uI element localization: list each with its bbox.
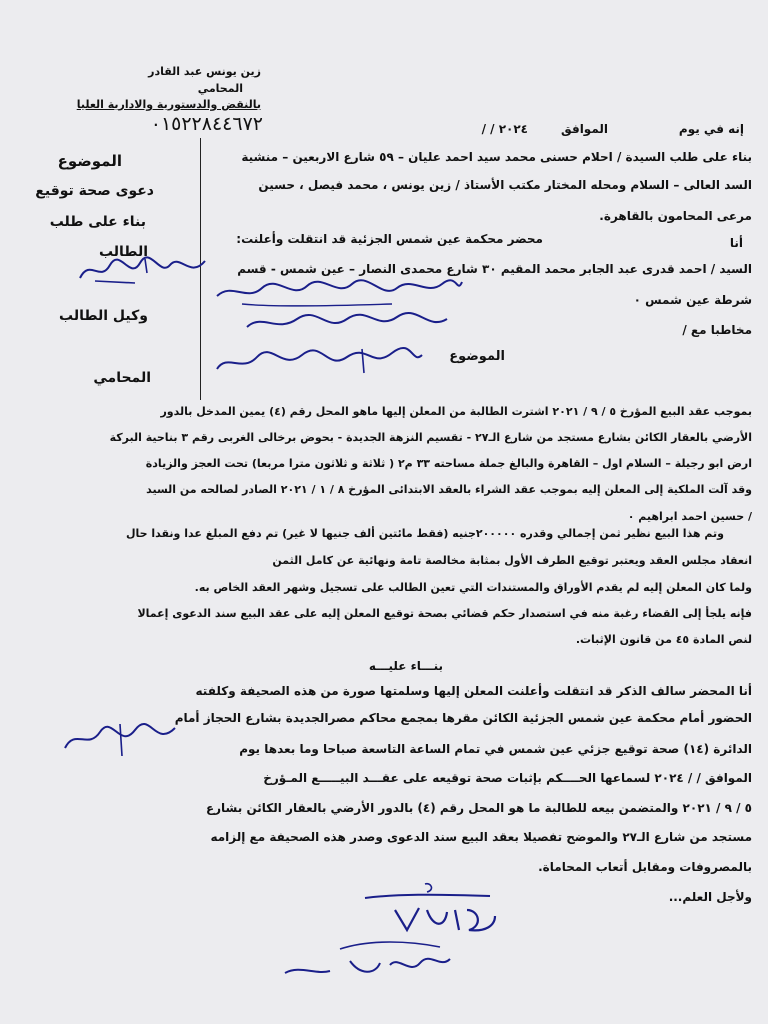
request-line4: الموافق / / ٢٠٢٤ لسماعها الحــــكم بإثبات صحة توقيعه على عقـــد البيـــــع المـؤرخ: [263, 771, 752, 785]
handwritten-note-line2: [242, 307, 452, 341]
request-line5: ٥ / ٩ / ٢٠٢١ والمتضمن بيعه للطالبة ما هو المحل رقم (٤) بالدور الأرضي بالعقار الكائن بشارع: [205, 801, 752, 815]
para4-line2: لنص المادة ٤٥ من قانون الإثبات.: [575, 633, 752, 646]
date-prefix: إنه في يوم: [678, 122, 744, 136]
header-line6: شرطة عين شمس ٠: [633, 293, 752, 307]
sidebar-agent-label: وكيل الطالب: [59, 308, 148, 324]
para2-line1: وتم هذا البيع نظير ثمن إجمالي وقدره ٢٠٠٠٠٠جنيه (فقط مائتين ألف جنيها لا غير) تم دفع المبلغ عدا ونقدا حال: [125, 527, 724, 540]
date-value: / / ٢٠٢٤: [481, 122, 528, 136]
header-subject-label: الموضوع: [449, 349, 505, 364]
header-line4-prefix: أنا: [729, 236, 743, 250]
para2-line2: انعقاد مجلس العقد ويعتبر توقيع الطرف الأول بمثابة مخالصة تامة ونهائية عن كامل الثمن: [272, 554, 752, 567]
request-line8: ولأجل العلم...: [668, 890, 752, 904]
handwritten-note-line1: [212, 274, 467, 310]
request-line1: أنا المحضر سالف الذكر قد انتقلت وأعلنت المعلن إليها وسلمتها صورة من هذه الصحيفة وكلفته: [195, 684, 752, 698]
sidebar-subject-line2: بناء على طلب: [49, 214, 146, 230]
header-line3: مرعى المحامون بالقاهرة.: [599, 209, 752, 223]
sidebar-subject-line1: دعوى صحة توقيع: [35, 183, 154, 199]
lawyer-court: بالنقض والدستورية والادارية العليا: [76, 98, 261, 111]
request-line7: بالمصروفات ومقابل أتعاب المحاماة.: [538, 860, 752, 874]
header-line1: بناء على طلب السيدة / احلام حسنى محمد سيد احمد عليان – ٥٩ شارع الاربعين – منشية: [241, 150, 752, 164]
sidebar-lawyer-label: المحامي: [93, 370, 151, 386]
petitioner-signature: [75, 253, 210, 288]
para1-line2: الأرضي بالعقار الكائن بشارع مستجد من شارع الـ٢٧ - تقسيم النزهة الجديدة - بحوض برخالى الغربى رقم ٣ بناحية البركة: [109, 431, 752, 444]
header-line2: السد العالى – السلام ومحله المختار مكتب الأستاذ / زين يونس ، محمد فيصل ، حسين: [258, 178, 752, 192]
header-line5: السيد / احمد قدرى عبد الجابر محمد المقيم ٣٠ شارع محمدى النصار – عين شمس - قسم: [237, 262, 752, 276]
handwritten-day: [60, 720, 180, 760]
lawyer-name: زين يونس عبد القادر: [148, 65, 261, 78]
request-line2: الحضور أمام محكمة عين شمس الجزئية الكائن مقرها بمجمع محاكم مصرالجديدة بشارع الحجاز أمام: [174, 711, 752, 725]
para1-line5: / حسين احمد ابراهيم ٠: [627, 510, 752, 523]
request-line6: مستجد من شارع الـ٢٧ والموضح تفصيلا بعقد البيع سند الدعوى وصدر هذه الصحيفة مع إلزامه: [210, 830, 752, 844]
header-line7: مخاطبا مع /: [682, 323, 752, 337]
para4-line1: فإنه يلجأ إلى القضاء رغبة منه في استصدار حكم قضائي بصحة توقيع المعلن إليه على عقد البيع سند الدعوى إعمالا: [137, 607, 752, 620]
handwritten-fee-number: [355, 880, 505, 940]
lawyer-phone: ٠١٥٢٢٨٤٤٦٧٢: [150, 113, 263, 135]
date-label: الموافق: [561, 122, 608, 136]
para3-line1: ولما كان المعلن إليه لم يقدم الأوراق والمستندات التي تعين الطالب على تسجيل وشهر العقد الخاص به.: [194, 581, 752, 594]
handwritten-bottom-scrawl: [280, 935, 480, 985]
request-line3: الدائرة (١٤) صحة توقيع جزئي عين شمس في تمام الساعة التاسعة صباحا وما بعدها يوم: [239, 742, 752, 756]
therefore-heading: بنـــاء عليـــه: [368, 659, 443, 673]
handwritten-subject: [212, 343, 427, 381]
para1-line1: بموجب عقد البيع المؤرخ ٥ / ٩ / ٢٠٢١ اشترت الطالبة من المعلن إليها ماهو المحل رقم (٤) يمين المدخل بالدور: [160, 405, 752, 418]
sidebar-subject-heading: الموضوع: [57, 152, 122, 170]
para1-line3: ارض ابو رجيلة – السلام اول – القاهرة والبالغ جملة مساحته ٣٣ م٢ ( ثلاثة و ثلاثون مترا مربعا) تحت العجز والزيادة: [145, 457, 752, 470]
sidebar-petitioner-label: الطالب: [98, 244, 148, 260]
para1-line4: وقد آلت الملكية إلى المعلن إليه بموجب عقد الشراء بالعقد الابتدائى المؤرخ ٨ / ١ / ٢٠٢١ الصادر لصالحه من السيد: [146, 483, 752, 496]
header-line4: محضر محكمة عين شمس الجزئية قد انتقلت وأعلنت:: [236, 232, 543, 246]
lawyer-title: المحامي: [197, 82, 243, 95]
